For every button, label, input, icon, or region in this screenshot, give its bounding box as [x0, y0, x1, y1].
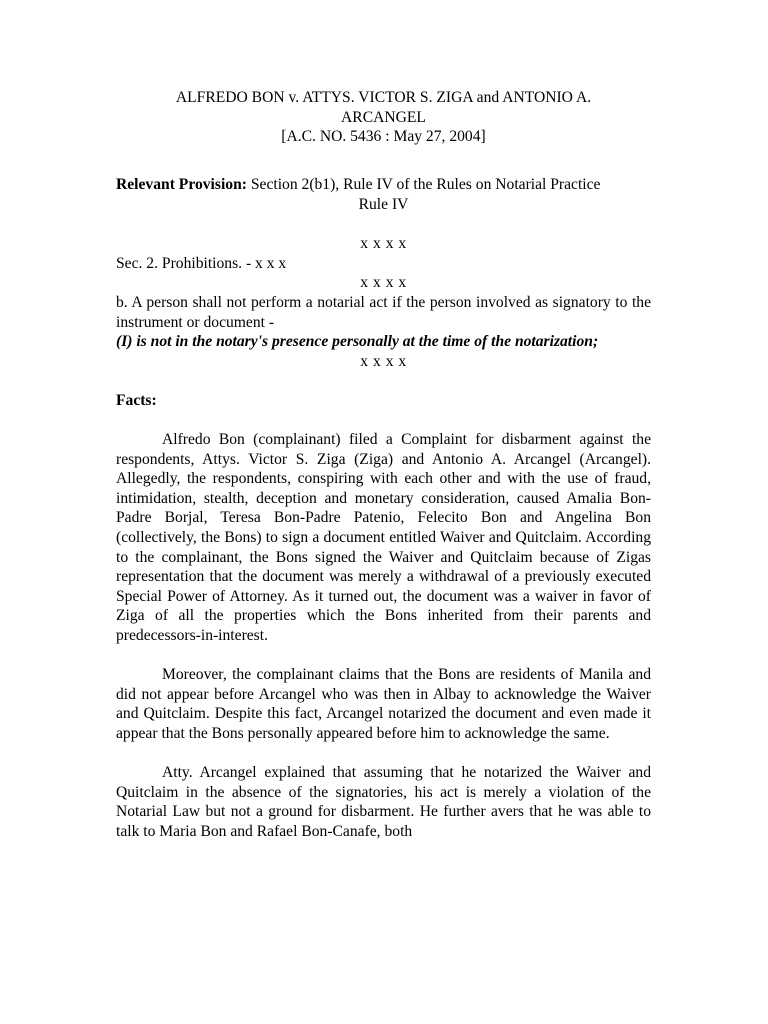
facts-paragraph-3: Atty. Arcangel explained that assuming that he notarized the Waiver and Quitclaim in the absence of the signatories, his act is merely a violation of the Notarial Law but not a ground for disbarment. He further avers that he was able to talk to Maria Bon and Rafael Bon-Canafe, both [116, 764, 651, 840]
case-number: [A.C. NO. 5436 : May 27, 2004] [281, 128, 486, 146]
relevant-provision [116, 175, 651, 195]
case-title [116, 88, 651, 147]
prohibition-item-b: b. A person shall not perform a notarial act if the person involved as signatory to the instrument or document - [116, 293, 651, 331]
facts-paragraph-2: Moreover, the complainant claims that the Bons are residents of Manila and did not appear before Arcangel who was then in Albay to acknowledge the Waiver and Quitclaim. Despite this fact, Arcangel notarized the document and even made it appear that the Bons personally appeared before him to acknowledge the same. [116, 666, 651, 742]
ellipsis-marker-2: x x x x [360, 274, 407, 292]
relevant-provision-label: Relevant Provision: [116, 176, 247, 194]
section-2-heading: Sec. 2. Prohibitions. - x x x [116, 254, 287, 272]
rule-heading: Rule IV [358, 195, 409, 213]
facts-heading: Facts: [116, 391, 157, 409]
facts-paragraph-1: Alfredo Bon (complainant) filed a Complaint for disbarment against the respondents, Attys. Victor S. Ziga (Ziga) and Antonio A. Arcangel (Arcangel). Allegedly, the respondents, conspiring with each other and with the use of fraud, intimidation, stealth, deception and monetary consideration, caused Amalia Bon-Padre Borjal, Teresa Bon-Padre Patenio, Felecito Bon and Angelina Bon (collectively, the Bons) to sign a document entitled Waiver and Quitclaim. According to the complainant, the Bons signed the Waiver and Quitclaim because of Zigas representation that the document was merely a withdrawal of a previously executed Special Power of Attorney. As it turned out, the document was a waiver in favor of Ziga of all the properties which the Bons inherited from their parents and predecessors-in-interest. [116, 431, 651, 645]
relevant-provision-text: Section 2(b1), Rule IV of the Rules on Notarial Practice [246, 176, 601, 194]
prohibition-item-1: (I) is not in the notary's presence personally at the time of the notarization; [116, 333, 599, 351]
case-title-line-1: ALFREDO BON v. ATTYS. VICTOR S. ZIGA and ANTONIO A. [175, 89, 592, 106]
document-page [116, 88, 651, 842]
ellipsis-marker-1: x x x x [360, 235, 407, 253]
case-title-line-2: ARCANGEL [341, 108, 426, 126]
ellipsis-marker-3: x x x x [360, 352, 407, 370]
